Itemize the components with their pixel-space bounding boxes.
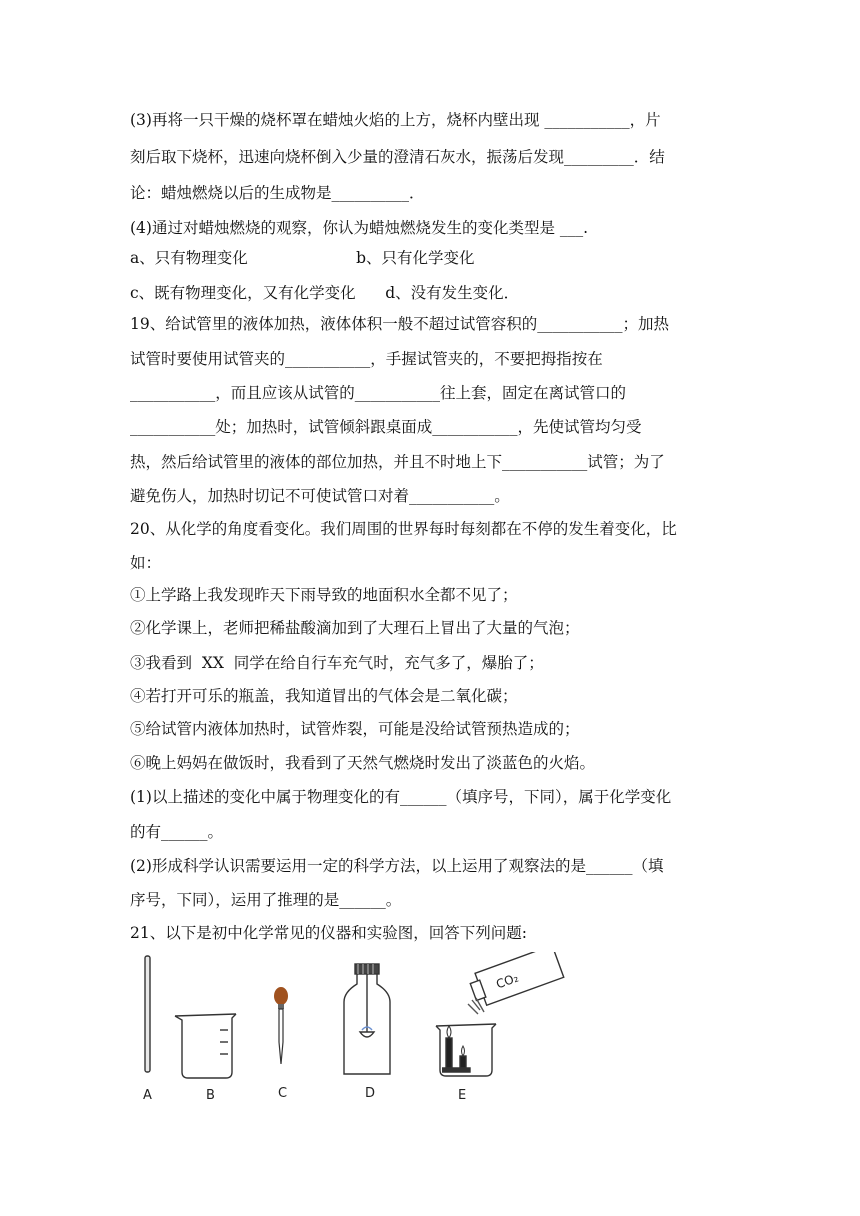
glass-rod-icon	[145, 956, 150, 1072]
text-line: ⑤给试管内液体加热时，试管炸裂，可能是没给试管预热造成的；	[130, 720, 580, 738]
text-line: ②化学课上，老师把稀盐酸滴加到了大理石上冒出了大量的气泡；	[130, 619, 580, 637]
figure-label-e: E	[458, 1088, 467, 1103]
text-line: 试管时要使用试管夹的___________，手握试管夹的，不要把拇指按在	[130, 350, 603, 368]
text-line: ⑥晚上妈妈在做饭时，我看到了天然气燃烧时发出了淡蓝色的火焰。	[130, 754, 596, 772]
figure-label-d: D	[365, 1086, 376, 1101]
text-line: c、既有物理变化，又有化学变化 d、没有发生变化．	[130, 284, 520, 302]
text-line: 刻后取下烧杯，迅速向烧杯倒入少量的澄清石灰水，振荡后发现_________．结	[130, 148, 665, 166]
text-line: ___________，而且应该从试管的___________往上套，固定在离试管口的	[130, 384, 627, 402]
text-line: 21、以下是初中化学常见的仪器和实验图，回答下列问题:	[130, 924, 527, 942]
text-line: a、只有物理变化 b、只有化学变化	[130, 249, 475, 267]
text-line: 论：蜡烛燃烧以后的生成物是__________．	[130, 184, 425, 202]
text-line: 20、从化学的角度看变化。我们周围的世界每时每刻都在不停的发生着变化，比	[130, 520, 677, 538]
text-line: 的有______。	[130, 823, 224, 841]
text-line: 如：	[130, 554, 162, 572]
co2-label: CO₂	[494, 970, 521, 992]
text-line: 避免伤人，加热时切记不可使试管口对着___________。	[130, 487, 510, 505]
text-line: ①上学路上我发现昨天下雨导致的地面积水全都不见了；	[130, 586, 518, 604]
text-line: ③我看到 XX 同学在给自行车充气时，充气多了，爆胎了；	[130, 654, 544, 672]
text-line: 19、给试管里的液体加热，液体体积一般不超过试管容积的___________；加热	[130, 315, 669, 333]
text-line: (4)通过对蜡烛燃烧的观察，你认为蜡烛燃烧发生的变化类型是 ___.	[130, 219, 589, 237]
text-line: (3)再将一只干燥的烧杯罩在蜡烛火焰的上方，烧杯内壁出现 ___________，片	[130, 111, 661, 129]
text-line: (1)以上描述的变化中属于物理变化的有______（填序号，下同），属于化学变化	[130, 788, 672, 806]
figure-label-a: A	[143, 1088, 152, 1103]
gas-jar-icon	[344, 964, 390, 1074]
text-line: ___________处；加热时，试管倾斜跟桌面成___________，先使试管均匀受	[130, 418, 642, 436]
co2-experiment-icon	[436, 952, 564, 1076]
dropper-icon	[274, 987, 288, 1064]
figure-label-b: B	[206, 1088, 215, 1103]
text-line: 序号，下同），运用了推理的是______。	[130, 891, 402, 909]
apparatus-figure	[130, 952, 570, 1112]
text-line: ④若打开可乐的瓶盖，我知道冒出的气体会是二氧化碳；	[130, 687, 518, 705]
figure-label-c: C	[278, 1086, 288, 1101]
text-line: 热，然后给试管里的液体的部位加热，并且不时地上下___________试管；为了	[130, 453, 665, 471]
beaker-icon	[175, 1014, 236, 1078]
text-line: (2)形成科学认识需要运用一定的科学方法，以上运用了观察法的是______（填	[130, 857, 664, 875]
